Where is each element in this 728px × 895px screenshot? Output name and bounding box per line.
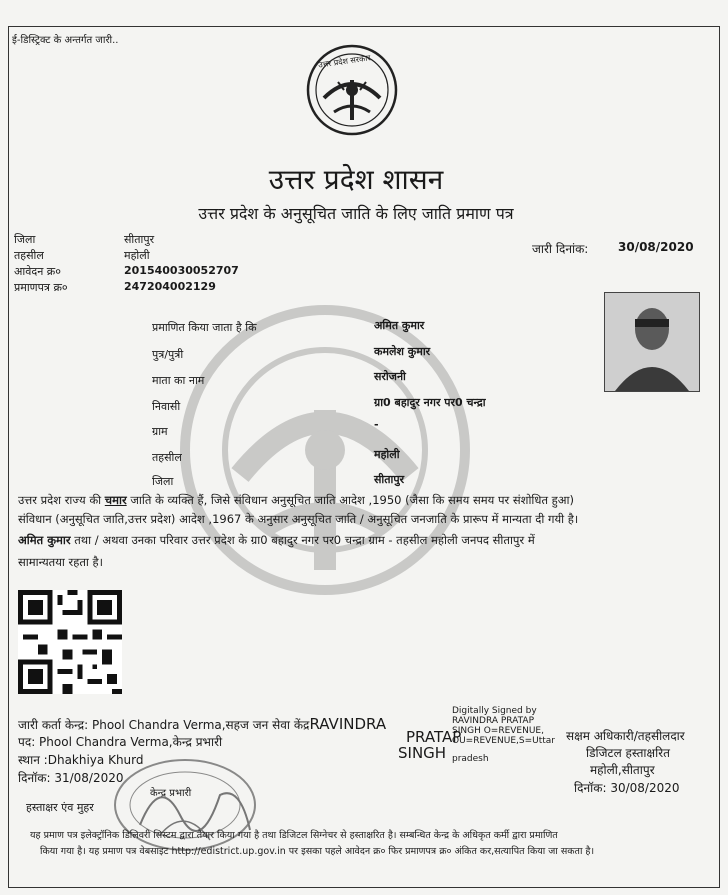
tehsil-value: महोली xyxy=(124,249,150,262)
emblem-text: उत्तर प्रदेश सरकार xyxy=(317,53,372,70)
signature-label: हस्ताक्षर एंव मुहर xyxy=(26,801,94,814)
page-title: उत्तर प्रदेश शासन xyxy=(268,163,444,196)
field-value-village: - xyxy=(374,418,379,431)
footer-line-2: किया गया है। यह प्रमाण पत्र वेबसाइट http://edistrict.up.gov.in पर इसका पहले आवेदन क्र० फिर प्रमाणपत्र क्र० अंकित कर,सत्यापित किया जा सकता है। xyxy=(40,846,595,857)
statement-line-4: सामान्यतया रहता है। xyxy=(18,555,103,569)
statement-line-3: अमित कुमार तथा / अथवा उनका परिवार उत्तर प्रदेश के ग्रा0 बहादुर नगर पर0 चन्द्रा ग्राम - तहसील महोली जनपद सीतापुर में xyxy=(18,533,535,547)
field-label-village: ग्राम xyxy=(152,425,168,438)
field-label-mother: माता का नाम xyxy=(152,374,205,387)
field-value-father: कमलेश कुमार xyxy=(374,345,431,358)
certificate-number: 247204002129 xyxy=(124,280,216,293)
issuer-center: जारी कर्ता केन्द्र: Phool Chandra Verma,सहज जन सेवा केंद्रRAVINDRA xyxy=(18,715,387,733)
issue-date-value: 30/08/2020 xyxy=(618,240,694,254)
issuer-date: दिनॉक: 31/08/2020 xyxy=(18,771,124,785)
watermark-emblem-icon xyxy=(170,300,480,600)
field-label-certified: प्रमाणित किया जाता है कि xyxy=(152,321,257,334)
field-label-son: पुत्र/पुत्री xyxy=(152,348,184,361)
application-number: 201540030052707 xyxy=(124,264,239,277)
certificate-label: प्रमाणपत्र क्र० xyxy=(14,281,68,294)
field-label-district: जिला xyxy=(152,475,174,488)
digital-sign-name-3: SINGH xyxy=(398,744,447,762)
header-note: ई-डिस्ट्रिक्ट के अन्तर्गत जारी.. xyxy=(12,35,119,46)
authority-location: महोली,सीतापुर xyxy=(590,763,655,777)
applicant-photo xyxy=(604,292,700,392)
authority-date: दिनॉक: 30/08/2020 xyxy=(574,781,680,795)
district-label: जिला xyxy=(14,233,36,246)
district-value: सीतापुर xyxy=(124,233,155,246)
digital-sign-name-2: PRATAP xyxy=(406,728,462,746)
field-value-name: अमित कुमार xyxy=(374,319,425,332)
caste-name: चमार xyxy=(104,493,127,507)
authority-digital: डिजिटल हस्ताक्षरित xyxy=(586,746,670,760)
footer-line-1: यह प्रमाण पत्र इलेक्ट्रॉनिक डिलिवरी सिस्टम द्वारा तैयार किया गया है तथा डिजिटल सिग्नेचर से हस्ताक्षरित है। सम्बन्धित केन्द्र के अधिकृत कर्मी द्वारा प्रमाणित xyxy=(30,830,558,841)
statement-line-1: उत्तर प्रदेश राज्य की चमार जाति के व्यक्ति हैं, जिसे संविधान अनुसूचित जाति आदेश ,1950 (जैसा कि समय समय पर संशोधित हुआ) xyxy=(18,493,575,507)
authority-title: सक्षम अधिकारी/तहसीलदार xyxy=(566,729,685,743)
digital-sign-details: Digitally Signed by RAVINDRA PRATAP SINGH O=REVENUE, OU=REVENUE,S=Uttar pradesh xyxy=(452,706,555,764)
statement-line-2: संविधान (अनुसूचित जाति,उत्तर प्रदेश) आदेश ,1967 के अनुसार अनुसूचित जाति / अनुसूचित जनजाति के प्रारूप में मान्यता दी गयी है। xyxy=(18,512,579,526)
page-subtitle: उत्तर प्रदेश के अनुसूचित जाति के लिए जाति प्रमाण पत्र xyxy=(198,204,514,223)
stamp-text: केन्द्र प्रभारी xyxy=(150,788,192,799)
issuer-place: स्थान :Dhakhiya Khurd xyxy=(18,753,144,767)
issuer-post: पद: Phool Chandra Verma,केन्द्र प्रभारी xyxy=(18,735,223,749)
field-value-mother: सरोजनी xyxy=(374,370,406,383)
qr-code-icon xyxy=(18,590,122,694)
statement-name: अमित कुमार xyxy=(18,533,71,547)
field-label-tehsil: तहसील xyxy=(152,451,182,464)
field-value-tehsil: महोली xyxy=(374,448,400,461)
field-value-resident: ग्रा0 बहादुर नगर पर0 चन्द्रा xyxy=(374,396,486,409)
tehsil-label: तहसील xyxy=(14,249,44,262)
field-label-resident: निवासी xyxy=(152,400,181,413)
field-value-district: सीतापुर xyxy=(374,473,405,486)
application-label: आवेदन क्र० xyxy=(14,265,61,278)
issue-date-label: जारी दिनांक: xyxy=(532,242,589,256)
